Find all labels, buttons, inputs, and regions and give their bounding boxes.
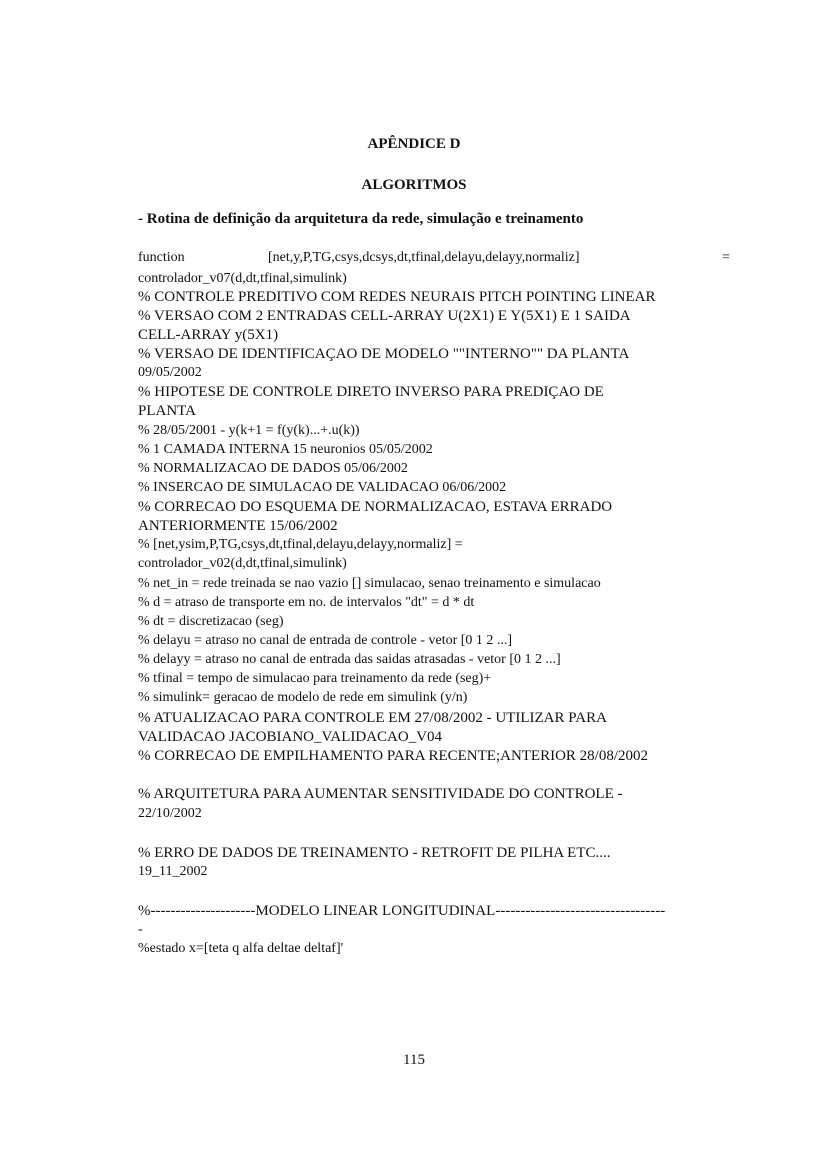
- code-line: %---------------------MODELO LINEAR LONGITUDINAL----------------------------------: [138, 903, 666, 919]
- code-line: PLANTA: [138, 403, 196, 419]
- code-line: controlador_v07(d,dt,tfinal,simulink): [138, 271, 347, 286]
- code-line: % dt = discretizacao (seg): [138, 614, 284, 629]
- code-line: % ERRO DE DADOS DE TREINAMENTO - RETROFIT DE PILHA ETC....: [138, 845, 611, 861]
- code-line: % delayy = atraso no canal de entrada das saidas atrasadas - vetor [0 1 2 ...]: [138, 652, 561, 667]
- function-keyword: function: [138, 250, 185, 265]
- code-line: %estado x=[teta q alfa deltae deltaf]': [138, 941, 344, 956]
- code-line: VALIDACAO JACOBIANO_VALIDACAO_V04: [138, 729, 443, 745]
- routine-subtitle: - Rotina de definição da arquitetura da rede, simulação e treinamento: [138, 211, 584, 227]
- function-outputs: [net,y,P,TG,csys,dcsys,dt,tfinal,delayu,delayy,normaliz]: [268, 250, 580, 265]
- code-line: ANTERIORMENTE 15/06/2002: [138, 518, 338, 534]
- code-line: 09/05/2002: [138, 365, 202, 380]
- page-number: 115: [403, 1052, 425, 1068]
- code-line: % simulink= geracao de modelo de rede em simulink (y/n): [138, 690, 468, 705]
- code-line: % d = atraso de transporte em no. de intervalos "dt" = d * dt: [138, 595, 475, 610]
- code-line: % ATUALIZACAO PARA CONTROLE EM 27/08/2002 - UTILIZAR PARA: [138, 710, 607, 726]
- code-line: % [net,ysim,P,TG,csys,dt,tfinal,delayu,delayy,normaliz] =: [138, 537, 463, 552]
- code-line: % net_in = rede treinada se nao vazio [] simulacao, senao treinamento e simulacao: [138, 576, 601, 591]
- function-equals: =: [722, 250, 730, 265]
- code-line: % 28/05/2001 - y(k+1 = f(y(k)...+.u(k)): [138, 423, 360, 438]
- code-line: -: [138, 922, 143, 937]
- code-line: % ARQUITETURA PARA AUMENTAR SENSITIVIDADE DO CONTROLE -: [138, 786, 623, 802]
- code-line: % NORMALIZACAO DE DADOS 05/06/2002: [138, 461, 408, 476]
- code-line: % VERSAO COM 2 ENTRADAS CELL-ARRAY U(2X1) E Y(5X1) E 1 SAIDA: [138, 308, 631, 324]
- code-line: 19_11_2002: [138, 864, 208, 879]
- code-line: % delayu = atraso no canal de entrada de controle - vetor [0 1 2 ...]: [138, 633, 513, 648]
- code-line: CELL-ARRAY y(5X1): [138, 327, 279, 343]
- code-line: % CONTROLE PREDITIVO COM REDES NEURAIS PITCH POINTING LINEAR: [138, 289, 656, 305]
- code-line: % 1 CAMADA INTERNA 15 neuronios 05/05/2002: [138, 442, 433, 457]
- section-title: ALGORITMOS: [361, 177, 467, 193]
- code-line: % VERSAO DE IDENTIFICAÇAO DE MODELO ""INTERNO"" DA PLANTA: [138, 346, 630, 362]
- code-line: % CORRECAO DO ESQUEMA DE NORMALIZACAO, ESTAVA ERRADO: [138, 499, 613, 515]
- appendix-heading: APÊNDICE D: [367, 136, 461, 152]
- code-line: % INSERCAO DE SIMULACAO DE VALIDACAO 06/06/2002: [138, 480, 507, 495]
- code-line: % CORRECAO DE EMPILHAMENTO PARA RECENTE;ANTERIOR 28/08/2002: [138, 748, 649, 764]
- code-line: 22/10/2002: [138, 806, 202, 821]
- code-line: % HIPOTESE DE CONTROLE DIRETO INVERSO PARA PREDIÇAO DE: [138, 384, 604, 400]
- code-line: % tfinal = tempo de simulacao para treinamento da rede (seg)+: [138, 671, 492, 686]
- code-line: controlador_v02(d,dt,tfinal,simulink): [138, 556, 347, 571]
